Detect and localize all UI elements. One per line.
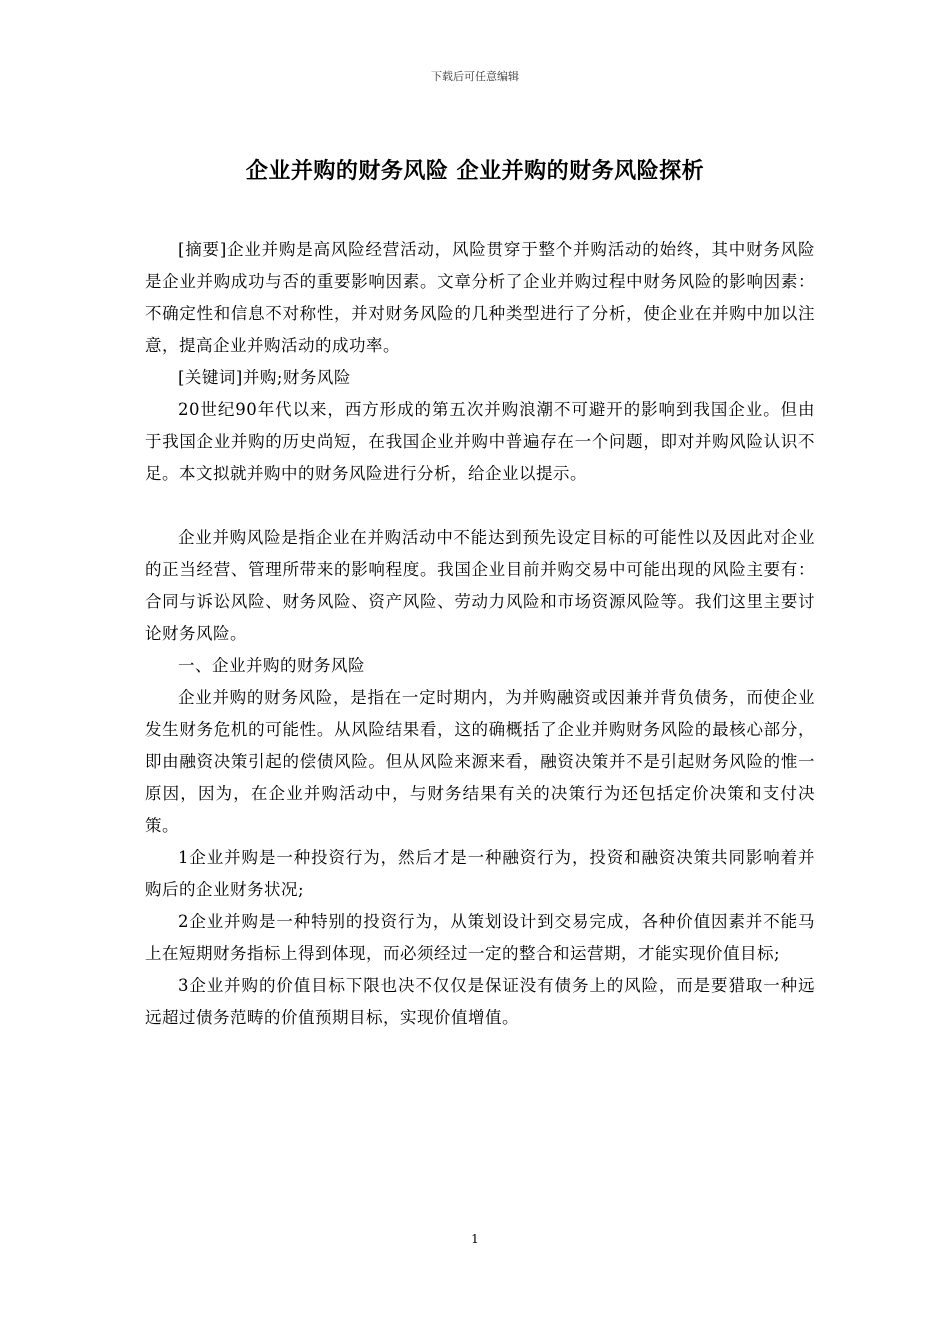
abstract-paragraph: [摘要]企业并购是高风险经营活动，风险贯穿于整个并购活动的始终，其中财务风险是企业并购成功与否的重要影响因素。文章分析了企业并购过程中财务风险的影响因素：不确定性和信息不对称性，并对财务风险的几种类型进行了分析，使企业在并购中加以注意，提高企业并购活动的成功率。: [145, 240, 815, 355]
header-note: 下载后可任意编辑: [431, 70, 519, 83]
point-2-paragraph: 2企业并购是一种特别的投资行为，从策划设计到交易完成，各种价值因素并不能马上在短期财务指标上得到体现，而必须经过一定的整合和运营期，才能实现价值目标;: [145, 912, 815, 963]
section-heading: 一、企业并购的财务风险: [178, 656, 365, 675]
point-1-paragraph: 1企业并购是一种投资行为，然后才是一种融资行为，投资和融资决策共同影响着并购后的企业财务状况;: [145, 848, 815, 899]
point-3-paragraph: 3企业并购的价值目标下限也决不仅仅是保证没有债务上的风险，而是要猎取一种远远超过债务范畴的价值预期目标，实现价值增值。: [145, 976, 815, 1027]
financial-risk-paragraph: 企业并购的财务风险，是指在一定时期内，为并购融资或因兼并背负债务，而使企业发生财务危机的可能性。从风险结果看，这的确概括了企业并购财务风险的最核心部分，即由融资决策引起的偿债风险。但从风险来源来看，融资决策并不是引起财务风险的惟一原因，因为，在企业并购活动中，与财务结果有关的决策行为还包括定价决策和支付决策。: [145, 688, 815, 835]
document-title: 企业并购的财务风险 企业并购的财务风险探析: [245, 159, 705, 184]
definition-paragraph: 企业并购风险是指企业在并购活动中不能达到预先设定目标的可能性以及因此对企业的正当经营、管理所带来的影响程度。我国企业目前并购交易中可能出现的风险主要有：合同与诉讼风险、财务风险、资产风险、劳动力风险和市场资源风险等。我们这里主要讨论财务风险。: [145, 528, 815, 643]
document-body: [145, 234, 815, 1034]
keywords-paragraph: [关键词]并购;财务风险: [178, 368, 351, 387]
blank-line: [145, 490, 815, 522]
intro-paragraph: 20世纪90年代以来，西方形成的第五次并购浪潮不可避开的影响到我国企业。但由于我国企业并购的历史尚短，在我国企业并购中普遍存在一个问题，即对并购风险认识不足。本文拟就并购中的财务风险进行分析，给企业以提示。: [145, 400, 815, 483]
page-number: 1: [471, 1232, 479, 1246]
